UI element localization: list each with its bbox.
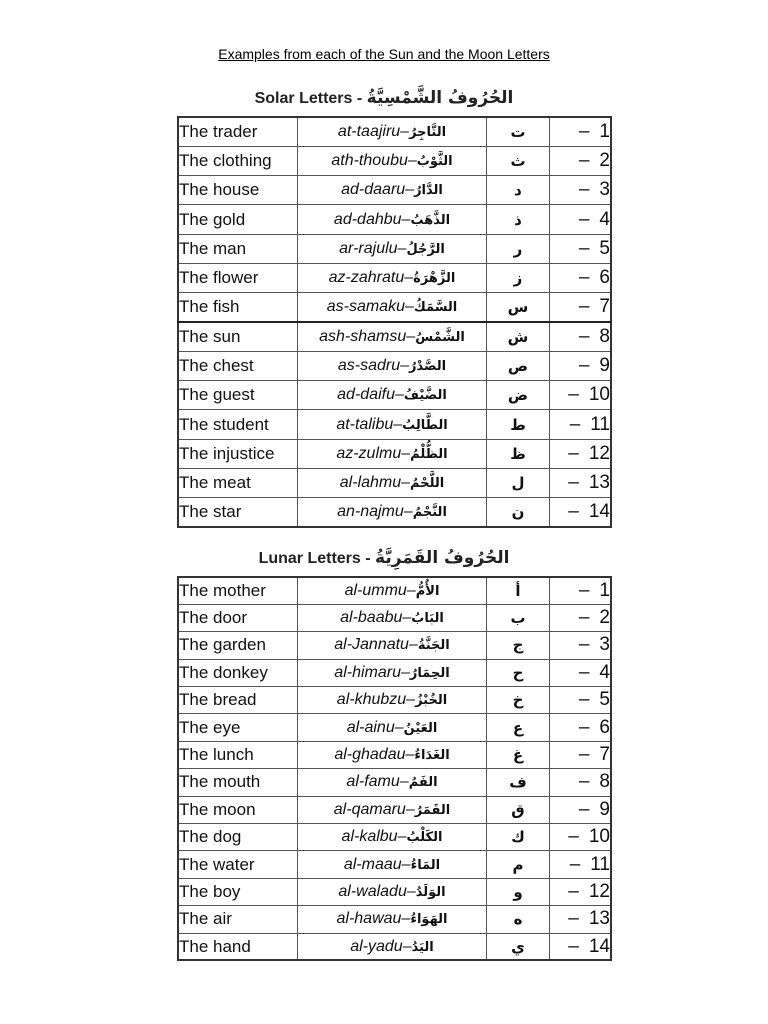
arabic-letter: ز	[487, 263, 550, 292]
arabic-word: النَّجْمُ	[412, 505, 447, 521]
transliteration: ar-rajulu	[339, 239, 398, 257]
transliteration: al-khubzu	[336, 691, 407, 709]
english-word: The meat	[178, 469, 298, 498]
transliteration-cell	[298, 439, 487, 468]
arabic-word: اللَّحْمُ	[410, 476, 445, 492]
row-number-cell	[550, 577, 612, 604]
dash-mark: –	[568, 472, 579, 494]
table-row	[178, 351, 611, 380]
arabic-letter: خ	[487, 687, 550, 714]
english-word: The mouth	[178, 769, 298, 796]
transliteration-cell	[298, 205, 487, 234]
table-row	[178, 906, 611, 933]
dash-mark: –	[578, 179, 590, 201]
row-number-cell	[550, 878, 612, 905]
arabic-letter: ف	[487, 769, 550, 796]
arabic-word: الخُبْزُ	[415, 693, 448, 709]
arabic-letter: ق	[487, 796, 550, 823]
row-number: 9	[599, 355, 610, 377]
row-number: 6	[599, 716, 610, 738]
arabic-word: الظُّلْمُ	[410, 446, 448, 462]
row-number: 14	[588, 935, 610, 957]
transliteration: as-sadru	[337, 357, 401, 375]
row-number: 1	[599, 120, 610, 142]
table-row	[178, 322, 611, 351]
transliteration-cell	[298, 577, 487, 604]
arabic-letter: ي	[487, 933, 550, 960]
arabic-word: الغَدَاءُ	[414, 748, 450, 764]
solar-table-body	[178, 117, 611, 527]
transliteration-cell	[298, 381, 487, 410]
dash-separator: –	[407, 151, 417, 169]
dash-separator: –	[401, 474, 411, 492]
dash-separator: –	[394, 718, 404, 736]
row-number-cell	[550, 469, 612, 498]
arabic-word: الكَلْبُ	[406, 830, 443, 846]
english-word: The door	[178, 604, 298, 631]
transliteration: at-talibu	[336, 415, 394, 433]
row-number: 3	[599, 634, 610, 656]
english-word: The man	[178, 234, 298, 263]
row-number-cell	[550, 439, 612, 468]
row-number-cell	[550, 381, 612, 410]
dash-separator: –	[402, 609, 412, 627]
row-number: 2	[599, 149, 610, 171]
table-row	[178, 469, 611, 498]
row-number: 4	[599, 208, 610, 230]
table-row	[178, 263, 611, 292]
solar-heading-english: Solar Letters -	[254, 90, 363, 107]
transliteration: an-najmu	[337, 503, 404, 521]
table-row	[178, 498, 611, 527]
english-word: The water	[178, 851, 298, 878]
dash-mark: –	[568, 384, 579, 406]
transliteration-cell	[298, 687, 487, 714]
dash-separator: –	[406, 327, 416, 345]
table-row	[178, 146, 611, 175]
dash-separator: –	[406, 691, 416, 709]
english-word: The gold	[178, 205, 298, 234]
dash-mark: –	[578, 325, 590, 347]
solar-letters-table	[177, 116, 612, 528]
arabic-word: السَّمَكُ	[413, 300, 458, 316]
table-row	[178, 439, 611, 468]
row-number: 12	[588, 442, 610, 464]
transliteration: al-yadu	[350, 937, 403, 955]
english-word: The garden	[178, 632, 298, 659]
arabic-word: العَيْنُ	[403, 720, 438, 736]
transliteration: al-himaru	[334, 663, 401, 681]
table-row	[178, 577, 611, 604]
arabic-letter: ن	[487, 498, 550, 527]
row-number: 11	[590, 413, 610, 435]
english-word: The trader	[178, 117, 298, 146]
arabic-letter: ت	[487, 117, 550, 146]
row-number: 11	[590, 853, 610, 875]
transliteration: ath-thoubu	[331, 151, 408, 169]
table-row	[178, 176, 611, 205]
row-number: 5	[599, 237, 610, 259]
table-row	[178, 659, 611, 686]
table-row	[178, 878, 611, 905]
transliteration: az-zulmu	[336, 444, 402, 462]
lunar-table-body	[178, 577, 611, 960]
transliteration: az-zahratu	[328, 269, 405, 287]
row-number: 9	[599, 798, 610, 820]
transliteration: ad-dahbu	[333, 210, 402, 228]
arabic-word: القَمَرُ	[414, 802, 451, 818]
dash-mark: –	[568, 880, 579, 902]
arabic-letter: ه	[487, 906, 550, 933]
dash-mark: –	[578, 208, 590, 230]
transliteration-cell	[298, 878, 487, 905]
english-word: The bread	[178, 687, 298, 714]
transliteration: al-Jannatu	[334, 636, 409, 654]
transliteration-cell	[298, 351, 487, 380]
lunar-heading-arabic: الحُرُوفُ القَمَرِيَّةُ	[375, 548, 510, 568]
english-word: The moon	[178, 796, 298, 823]
transliteration: al-ummu	[344, 581, 407, 599]
english-word: The lunch	[178, 741, 298, 768]
transliteration: al-maau	[343, 855, 402, 873]
row-number-cell	[550, 176, 612, 205]
dash-mark: –	[578, 120, 590, 142]
dash-mark: –	[578, 716, 590, 738]
row-number: 7	[599, 296, 610, 318]
transliteration-cell	[298, 906, 487, 933]
arabic-letter: ض	[487, 381, 550, 410]
row-number-cell	[550, 410, 612, 439]
row-number: 7	[599, 744, 610, 766]
row-number-cell	[550, 906, 612, 933]
dash-mark: –	[578, 355, 590, 377]
table-row	[178, 714, 611, 741]
dash-separator: –	[404, 298, 414, 316]
page-title: Examples from each of the Sun and the Moon Letters	[218, 46, 550, 62]
transliteration: ad-daifu	[337, 386, 395, 404]
arabic-word: الصَّدْرُ	[409, 359, 447, 375]
dash-separator: –	[405, 800, 415, 818]
english-word: The injustice	[178, 439, 298, 468]
dash-separator: –	[401, 910, 411, 928]
english-word: The mother	[178, 577, 298, 604]
english-word: The sun	[178, 322, 298, 351]
transliteration-cell	[298, 322, 487, 351]
dash-separator: –	[400, 357, 409, 375]
row-number-cell	[550, 933, 612, 960]
transliteration-cell	[298, 824, 487, 851]
english-word: The air	[178, 906, 298, 933]
row-number-cell	[550, 263, 612, 292]
transliteration-cell	[298, 176, 487, 205]
dash-separator: –	[405, 181, 415, 199]
transliteration-cell	[298, 263, 487, 292]
transliteration-cell	[298, 851, 487, 878]
solar-heading-arabic: الحُرُوفُ الشَّمْسِيَّةُ	[366, 88, 514, 108]
arabic-letter: ح	[487, 659, 550, 686]
row-number: 2	[599, 607, 610, 629]
row-number-cell	[550, 741, 612, 768]
lunar-letters-heading	[0, 548, 768, 568]
transliteration-cell	[298, 234, 487, 263]
dash-separator: –	[404, 269, 414, 287]
dash-separator: –	[394, 386, 404, 404]
arabic-letter: ل	[487, 469, 550, 498]
dash-mark: –	[568, 908, 579, 930]
row-number-cell	[550, 498, 612, 527]
transliteration: al-hawau	[336, 910, 402, 928]
english-word: The dog	[178, 824, 298, 851]
row-number-cell	[550, 604, 612, 631]
row-number-cell	[550, 117, 612, 146]
arabic-letter: ظ	[487, 439, 550, 468]
dash-separator: –	[403, 503, 413, 521]
row-number-cell	[550, 632, 612, 659]
row-number-cell	[550, 205, 612, 234]
transliteration-cell	[298, 741, 487, 768]
row-number: 14	[588, 501, 610, 523]
table-row	[178, 381, 611, 410]
transliteration: al-baabu	[340, 609, 403, 627]
english-word: The clothing	[178, 146, 298, 175]
transliteration: ash-shamsu	[319, 327, 407, 345]
row-number: 10	[588, 826, 610, 848]
arabic-word: الضَّيْفُ	[403, 388, 447, 404]
transliteration-cell	[298, 933, 487, 960]
arabic-word: الطَّالِبُ	[402, 417, 448, 433]
dash-mark: –	[578, 661, 590, 683]
english-word: The eye	[178, 714, 298, 741]
table-row	[178, 741, 611, 768]
row-number-cell	[550, 234, 612, 263]
table-row	[178, 205, 611, 234]
dash-separator: –	[401, 210, 411, 228]
dash-separator: –	[405, 746, 415, 764]
dash-mark: –	[578, 798, 590, 820]
arabic-letter: ص	[487, 351, 550, 380]
english-word: The fish	[178, 293, 298, 322]
arabic-word: الشَّمْسُ	[415, 329, 465, 345]
row-number: 8	[599, 325, 610, 347]
arabic-word: الجَنَّةُ	[417, 638, 450, 654]
row-number: 5	[599, 689, 610, 711]
dash-mark: –	[578, 149, 590, 171]
row-number: 12	[588, 880, 610, 902]
dash-separator: –	[400, 122, 410, 140]
dash-mark: –	[578, 296, 590, 318]
arabic-letter: م	[487, 851, 550, 878]
row-number-cell	[550, 351, 612, 380]
transliteration-cell	[298, 714, 487, 741]
arabic-letter: ط	[487, 410, 550, 439]
dash-separator: –	[393, 415, 403, 433]
table-row	[178, 687, 611, 714]
transliteration-cell	[298, 293, 487, 322]
table-row	[178, 410, 611, 439]
dash-separator: –	[408, 636, 418, 654]
arabic-word: التَّاجِرُ	[409, 124, 447, 140]
transliteration: al-qamaru	[333, 800, 406, 818]
dash-mark: –	[568, 935, 579, 957]
arabic-word: الهَوَاءُ	[410, 912, 448, 928]
dash-mark: –	[578, 237, 590, 259]
arabic-word: الرَّجُلُ	[406, 241, 445, 257]
table-row	[178, 234, 611, 263]
transliteration-cell	[298, 117, 487, 146]
dash-separator: –	[401, 444, 411, 462]
arabic-word: المَاءُ	[410, 857, 441, 873]
row-number-cell	[550, 714, 612, 741]
arabic-letter: ب	[487, 604, 550, 631]
arabic-word: الوَلَدُ	[415, 884, 446, 900]
transliteration-cell	[298, 796, 487, 823]
table-row	[178, 604, 611, 631]
transliteration: al-lahmu	[339, 474, 402, 492]
transliteration: al-waladu	[338, 882, 407, 900]
row-number-cell	[550, 659, 612, 686]
transliteration-cell	[298, 498, 487, 527]
english-word: The house	[178, 176, 298, 205]
english-word: The boy	[178, 878, 298, 905]
table-row	[178, 293, 611, 322]
table-row	[178, 851, 611, 878]
dash-mark: –	[578, 607, 590, 629]
transliteration-cell	[298, 659, 487, 686]
row-number-cell	[550, 769, 612, 796]
dash-separator: –	[406, 882, 416, 900]
dash-separator: –	[406, 581, 416, 599]
english-word: The flower	[178, 263, 298, 292]
arabic-word: الأُمُّ	[415, 583, 440, 599]
solar-letters-heading	[0, 88, 768, 108]
english-word: The student	[178, 410, 298, 439]
row-number: 8	[599, 771, 610, 793]
dash-mark: –	[568, 826, 579, 848]
dash-separator: –	[401, 855, 411, 873]
dash-mark: –	[578, 267, 590, 289]
row-number: 4	[599, 661, 610, 683]
table-row	[178, 769, 611, 796]
transliteration: ad-daaru	[341, 181, 406, 199]
english-word: The hand	[178, 933, 298, 960]
transliteration: al-ghadau	[334, 746, 406, 764]
row-number-cell	[550, 293, 612, 322]
row-number: 13	[588, 472, 610, 494]
english-word: The chest	[178, 351, 298, 380]
transliteration: al-famu	[346, 773, 400, 791]
transliteration: al-ainu	[346, 718, 395, 736]
row-number-cell	[550, 146, 612, 175]
row-number: 13	[588, 908, 610, 930]
arabic-word: اليَدُ	[411, 939, 434, 955]
row-number-cell	[550, 322, 612, 351]
dash-mark: –	[578, 579, 590, 601]
table-row	[178, 933, 611, 960]
dash-separator: –	[397, 828, 407, 846]
dash-mark: –	[578, 689, 590, 711]
row-number: 6	[599, 267, 610, 289]
transliteration-cell	[298, 604, 487, 631]
arabic-word: الدَّارُ	[414, 183, 443, 199]
dash-mark: –	[568, 501, 579, 523]
transliteration: as-samaku	[326, 298, 405, 316]
arabic-letter: س	[487, 293, 550, 322]
transliteration: al-kalbu	[341, 828, 398, 846]
lunar-letters-table	[177, 576, 612, 961]
table-row	[178, 632, 611, 659]
row-number: 1	[599, 579, 610, 601]
table-row	[178, 117, 611, 146]
dash-separator: –	[400, 663, 410, 681]
table-row	[178, 824, 611, 851]
arabic-word: البَابُ	[411, 611, 444, 627]
arabic-word: الزَّهْرَةُ	[413, 271, 456, 287]
arabic-letter: ع	[487, 714, 550, 741]
arabic-letter: ث	[487, 146, 550, 175]
english-word: The donkey	[178, 659, 298, 686]
arabic-letter: أ	[487, 577, 550, 604]
arabic-letter: د	[487, 176, 550, 205]
transliteration-cell	[298, 469, 487, 498]
arabic-letter: ذ	[487, 205, 550, 234]
transliteration-cell	[298, 410, 487, 439]
dash-mark: –	[578, 771, 590, 793]
arabic-letter: ج	[487, 632, 550, 659]
row-number: 3	[599, 179, 610, 201]
arabic-letter: غ	[487, 741, 550, 768]
row-number: 10	[588, 384, 610, 406]
arabic-letter: و	[487, 878, 550, 905]
transliteration-cell	[298, 146, 487, 175]
transliteration-cell	[298, 769, 487, 796]
dash-mark: –	[578, 744, 590, 766]
english-word: The star	[178, 498, 298, 527]
dash-separator: –	[397, 239, 407, 257]
dash-mark: –	[569, 853, 581, 875]
arabic-word: الحِمَارُ	[409, 665, 450, 681]
arabic-word: الثَّوْبُ	[416, 153, 453, 169]
lunar-heading-english: Lunar Letters -	[258, 550, 371, 567]
row-number-cell	[550, 851, 612, 878]
dash-separator: –	[399, 773, 409, 791]
transliteration-cell	[298, 632, 487, 659]
dash-mark: –	[578, 634, 590, 656]
row-number-cell	[550, 796, 612, 823]
transliteration: at-taajiru	[337, 122, 401, 140]
table-row	[178, 796, 611, 823]
row-number-cell	[550, 824, 612, 851]
dash-mark: –	[568, 442, 579, 464]
english-word: The guest	[178, 381, 298, 410]
dash-separator: –	[402, 937, 412, 955]
arabic-word: الفَمُ	[408, 775, 438, 791]
arabic-letter: ر	[487, 234, 550, 263]
row-number-cell	[550, 687, 612, 714]
arabic-word: الذَّهَبُ	[410, 212, 451, 228]
dash-mark: –	[569, 413, 581, 435]
arabic-letter: ش	[487, 322, 550, 351]
arabic-letter: ك	[487, 824, 550, 851]
